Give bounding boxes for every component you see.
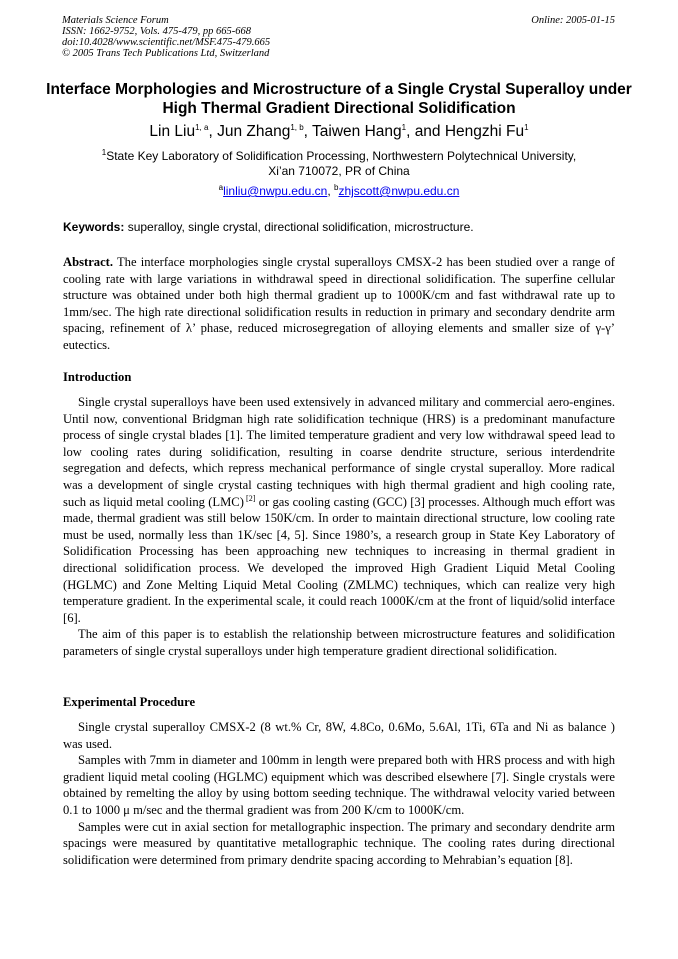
affiliation-sup: 1 (101, 148, 107, 157)
author-affil-sup: 1 (401, 122, 407, 132)
author-name: Lin Liu (149, 123, 196, 140)
author-affil-sup: 1, b (290, 122, 304, 132)
paragraph-text: or gas cooling casting (GCC) [3] processes. Although much effort was made, thermal gradient was still below 150K/cm. In order to maintain directional structure, low cooling rate must be used, normally less than 1K/sec [4, 5]. Since 1980’s, a research group in State Key Laboratory of Solidification Processing has been approaching new techniques to increasing in thermal gradient in directional solidification process. We developed the improved High Gradient Liquid Metal Cooling (HGLMC) and Zone Melting Liquid Metal Cooling (ZMLMC) techniques, which can realize very high temperature gradient. In the experimental scale, it could reach 1000K/cm at the front of liquid/solid interface [6]. (63, 494, 615, 625)
paragraph: Samples with 7mm in diameter and 100mm in length were prepared both with HRS process and with high gradient liquid metal cooling (HGLMC) equipment which was described elsewhere [7]. Single crystals were obtained by remelting the alloy by using bottom seeding technique. The withdrawal velocity varied between 0.1 to 1000 μ m/sec and the thermal gradient was from 200 K/cm to 1000K/cm. (63, 753, 615, 817)
keywords (63, 220, 615, 235)
email-a-sup: a (218, 183, 224, 192)
author-separator: , (208, 123, 218, 140)
abstract (63, 254, 615, 354)
author-list (40, 122, 638, 141)
paragraph (63, 394, 615, 626)
keywords-label: Keywords: (63, 220, 125, 234)
journal-header (62, 15, 270, 59)
paragraph: The aim of this paper is to establish the relationship between microstructure features and solidification parameters of single crystal superalloys under high temperature gradient directional solidification. (63, 627, 615, 658)
paragraph: Single crystal superalloy CMSX-2 (8 wt.% Cr, 8W, 4.8Co, 0.6Mo, 5.6Al, 1Ti, 6Ta and Ni as balance ) was used. (63, 720, 615, 751)
email-b-sup: b (334, 183, 339, 192)
author-affil-sup: 1 (524, 122, 529, 132)
abstract-text: The interface morphologies single crystal superalloys CMSX-2 has been studied over a range of cooling rate with large variations in withdrawal speed in directional solidification. The superfine cellular structure was obtained under both high thermal gradient up to 1000K/cm and fast withdrawal rate up to 1mm/sec. The high rate directional solidification results in reduction in primary and secondary dendrite arm spacing, refinement of λ’ phase, reduced microsegregation of alloying elements and smaller size of γ-γ’ eutectics. (63, 255, 615, 352)
keywords-text: superalloy, single crystal, directional solidification, microstructure. (124, 220, 474, 234)
copyright-line: © 2005 Trans Tech Publications Ltd, Switzerland (62, 48, 270, 59)
doi-line: doi:10.4028/www.scientific.net/MSF.475-479.665 (62, 37, 271, 48)
affiliation-line-2: Xi’an 710072, PR of China (268, 164, 410, 178)
affiliation-line-1: State Key Laboratory of Solidification Processing, Northwestern Polytechnical University, (106, 149, 577, 163)
citation-sup: [2] (243, 493, 256, 503)
author-name: Taiwen Hang (312, 123, 402, 140)
affiliation (40, 149, 638, 179)
experimental-heading: Experimental Procedure (63, 695, 196, 709)
introduction-heading: Introduction (63, 370, 132, 384)
paper-title: Interface Morphologies and Microstructure of a Single Crystal Superalloy under High Thermal Gradient Directional Solidification (46, 81, 632, 117)
paragraph-text: Single crystal superalloys have been used extensively in advanced military and commercial aero-engines. Until now, conventional Bridgman high rate solidification technique (HRS) is a predominant manufacture process of single crystal blades [1]. The limited temperature gradient and very low withdrawal speed lead to low cooling rates during solidification, resulting in coarse dendrite structure, serious interdendrite segregation and defects, which repress mechanical performance of single crystal superalloy. More radical was a development of single crystal casting techniques with high thermal gradient and high cooling rate, such as liquid metal cooling (LMC) (63, 395, 615, 509)
author-name: Hengzhi Fu (444, 123, 525, 140)
email-separator: , (327, 184, 334, 198)
email-line (40, 184, 638, 199)
introduction-body (63, 394, 615, 660)
online-date: Online: 2005-01-15 (531, 15, 615, 26)
author-name: Jun Zhang (217, 123, 291, 140)
issn-line: ISSN: 1662-9752, Vols. 475-479, pp 665-668 (62, 26, 251, 37)
journal-name: Materials Science Forum (62, 15, 169, 26)
email-link-a[interactable]: linliu@nwpu.edu.cn (223, 184, 328, 198)
author-separator: , (303, 123, 313, 140)
abstract-label: Abstract. (63, 255, 114, 269)
email-link-b[interactable]: zhjscott@nwpu.edu.cn (338, 184, 460, 198)
author-separator: , and (406, 123, 445, 140)
author-affil-sup: 1, a (195, 122, 209, 132)
paragraph: Samples were cut in axial section for metallographic inspection. The primary and secondary dendrite arm spacings were measured by quantitative metallographic technique. The cooling rates during directional solidification were determined from primary dendrite spacing according to Mehrabian’s equation [8]. (63, 819, 615, 867)
experimental-body (63, 719, 615, 868)
